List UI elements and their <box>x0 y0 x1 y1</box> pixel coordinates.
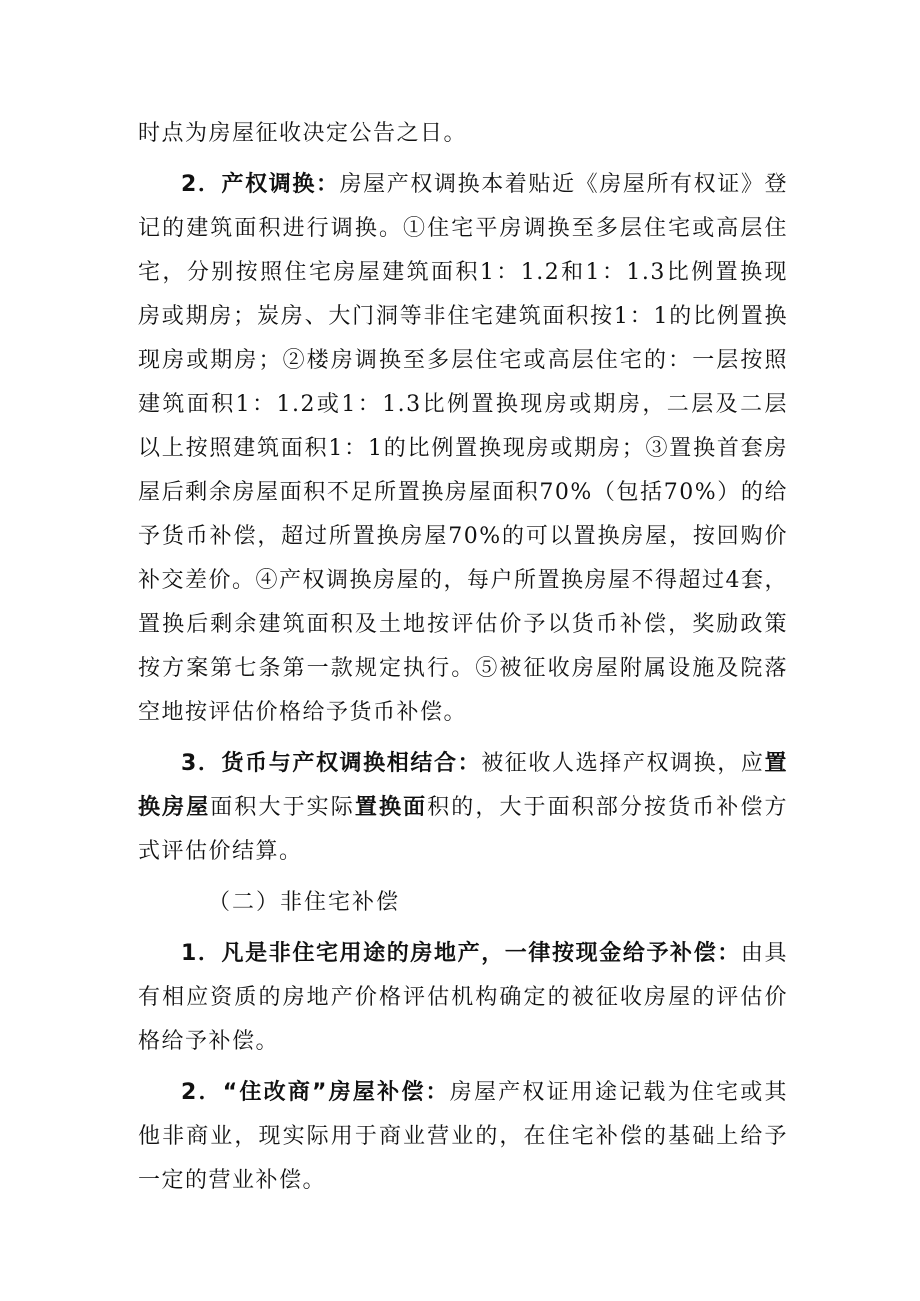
paragraph-heading: 3．货币与产权调换相结合： <box>181 751 482 776</box>
paragraph-heading: 2．“住改商”房屋补偿： <box>181 1080 450 1105</box>
paragraph-body: 由具有相应资质的房地产价格评估机构确定的被征收房屋的评估价格给予补偿。 <box>138 941 788 1054</box>
paragraph-time-point <box>138 112 788 156</box>
paragraph-combined-compensation <box>138 742 788 874</box>
paragraph-heading: 2．产权调换： <box>181 172 340 197</box>
paragraph-cash-compensation <box>138 932 788 1064</box>
paragraph-body-part: 面积大于实际 <box>210 795 355 820</box>
paragraph-text: 时点为房屋征收决定公告之日。 <box>138 121 468 146</box>
section-heading-text: （二）非住宅补偿 <box>208 890 401 915</box>
document-page <box>138 112 788 1203</box>
paragraph-body-part: 积的，大于面积部分按货币补偿方式评估价结算。 <box>138 795 788 864</box>
paragraph-bold-part: 置换房屋 <box>138 751 788 820</box>
paragraph-body-part: 被征收人选择产权调换，应 <box>481 751 765 776</box>
paragraph-body: 房屋产权证用途记载为住宅或其他非商业，现实际用于商业营业的，在住宅补偿的基础上给予一定的营业补偿。 <box>138 1080 788 1193</box>
paragraph-heading: 1．凡是非住宅用途的房地产，一律按现金给予补偿： <box>181 941 741 966</box>
paragraph-property-exchange <box>138 163 788 735</box>
paragraph-bold-part: 置换面 <box>354 795 428 820</box>
paragraph-body: 房屋产权调换本着贴近《房屋所有权证》登记的建筑面积进行调换。①住宅平房调换至多层住宅或高层住宅，分别按照住宅房屋建筑面积1：1.2和1：1.3比例置换现房或期房；炭房、大门洞等非住宅建筑面积按1：1的比例置换现房或期房；②楼房调换至多层住宅或高层住宅的：一层按照建筑面积1：1.2或1：1.3比例置换现房或期房，二层及二层以上按照建筑面积1：1的比例置换现房或期房；③置换首套房屋后剩余房屋面积不足所置换房屋面积70%（包括70%）的给予货币补偿，超过所置换房屋70%的可以置换房屋，按回购价补交差价。④产权调换房屋的，每户所置换房屋不得超过4套，置换后剩余建筑面积及土地按评估价予以货币补偿，奖励政策按方案第七条第一款规定执行。⑤被征收房屋附属设施及院落空地按评估价格给予货币补偿。 <box>138 172 788 725</box>
paragraph-residential-to-commercial <box>138 1071 788 1203</box>
section-heading-non-residential <box>138 881 788 925</box>
